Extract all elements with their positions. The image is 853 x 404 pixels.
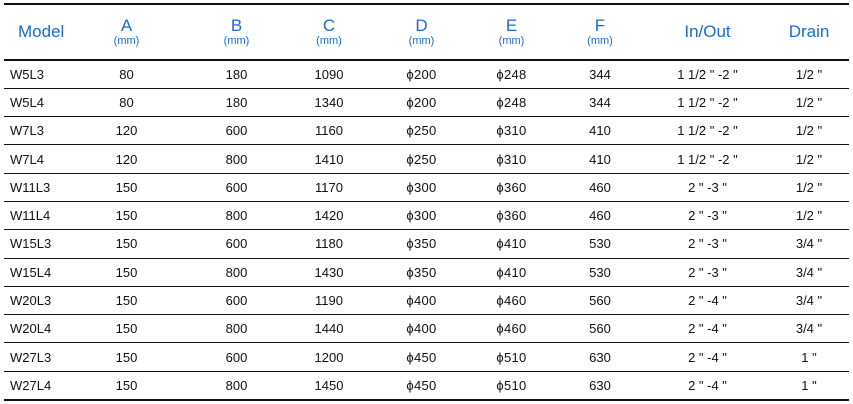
header-drain: Drain [788, 22, 830, 41]
cell-f: 630 [589, 377, 611, 393]
cell-inout: 2 " -3 " [688, 264, 727, 280]
cell-f: 530 [589, 264, 611, 280]
cell-drain: 1/2 " [795, 151, 823, 167]
cell-d: ϕ250 [406, 151, 437, 167]
cell-a: 120 [115, 123, 138, 139]
cell-inout: 1 1/2 " -2 " [677, 123, 738, 139]
table-row [4, 315, 849, 343]
cell-model: W20L4 [10, 321, 52, 337]
cell-e: ϕ460 [496, 321, 527, 337]
cell-model: W7L3 [10, 123, 44, 139]
cell-model: W5L4 [10, 94, 44, 110]
cell-d: ϕ200 [406, 94, 437, 110]
table-row [4, 201, 849, 229]
cell-d: ϕ350 [406, 236, 437, 252]
cell-c: 1430 [314, 264, 344, 280]
cell-d: ϕ300 [406, 179, 437, 195]
cell-a: 80 [119, 94, 134, 110]
cell-inout: 2 " -4 " [688, 377, 727, 393]
cell-a: 150 [115, 236, 138, 252]
cell-drain: 3/4 " [795, 293, 823, 309]
cell-f: 344 [589, 94, 611, 110]
header-model: Model [18, 22, 65, 41]
cell-model: W27L4 [10, 377, 52, 393]
cell-b: 180 [225, 66, 248, 82]
cell-b: 600 [225, 236, 248, 252]
cell-inout: 2 " -4 " [688, 293, 727, 309]
cell-b: 600 [225, 179, 248, 195]
cell-b: 600 [225, 123, 248, 139]
cell-b: 800 [225, 264, 248, 280]
header-a-unit: (mm) [113, 34, 140, 47]
cell-drain: 1/2 " [795, 94, 823, 110]
cell-c: 1180 [315, 236, 343, 252]
table-row [4, 286, 849, 314]
cell-c: 1440 [314, 321, 344, 337]
header-e [469, 4, 554, 60]
cell-a: 150 [115, 293, 138, 309]
cell-drain: 1/2 " [795, 208, 823, 224]
cell-e: ϕ310 [496, 123, 527, 139]
cell-a: 150 [115, 264, 138, 280]
cell-model: W20L3 [10, 293, 52, 309]
cell-inout: 1 1/2 " -2 " [677, 94, 738, 110]
cell-e: ϕ510 [496, 377, 527, 393]
cell-inout: 1 1/2 " -2 " [677, 66, 738, 82]
cell-c: 1160 [315, 123, 343, 139]
cell-model: W15L3 [10, 236, 52, 252]
cell-drain: 1 " [801, 349, 817, 365]
cell-drain: 1 " [801, 377, 817, 393]
cell-c: 1410 [314, 151, 344, 167]
cell-d: ϕ450 [406, 377, 437, 393]
cell-e: ϕ310 [496, 151, 527, 167]
cell-inout: 1 1/2 " -2 " [677, 151, 738, 167]
cell-f: 630 [589, 349, 611, 365]
cell-c: 1340 [314, 94, 344, 110]
cell-inout: 2 " -4 " [688, 321, 727, 337]
header-c [284, 4, 374, 60]
cell-f: 560 [589, 293, 611, 309]
cell-d: ϕ450 [406, 349, 437, 365]
header-f [554, 4, 646, 60]
cell-e: ϕ248 [496, 94, 527, 110]
cell-d: ϕ300 [406, 208, 437, 224]
table-row [4, 88, 849, 116]
cell-d: ϕ400 [406, 321, 437, 337]
cell-e: ϕ360 [496, 208, 527, 224]
cell-e: ϕ360 [496, 179, 527, 195]
header-row [4, 4, 849, 60]
header-d-label: D [415, 15, 428, 35]
header-d [374, 4, 469, 60]
cell-f: 344 [589, 66, 611, 82]
header-b [189, 4, 284, 60]
header-e-label: E [505, 15, 518, 35]
cell-model: W5L3 [10, 66, 44, 82]
table-row [4, 258, 849, 286]
cell-drain: 3/4 " [795, 236, 823, 252]
cell-inout: 2 " -3 " [688, 236, 727, 252]
cell-b: 600 [225, 293, 248, 309]
cell-drain: 3/4 " [795, 321, 823, 337]
table-row [4, 145, 849, 173]
cell-c: 1090 [314, 66, 344, 82]
cell-drain: 1/2 " [795, 66, 823, 82]
cell-f: 530 [589, 236, 611, 252]
header-e-unit: (mm) [498, 34, 525, 47]
cell-model: W27L3 [10, 349, 52, 365]
cell-b: 180 [225, 94, 248, 110]
cell-b: 800 [225, 151, 248, 167]
cell-b: 800 [225, 208, 248, 224]
header-b-unit: (mm) [223, 34, 250, 47]
cell-f: 460 [589, 179, 611, 195]
header-f-label: F [594, 15, 606, 35]
cell-e: ϕ248 [496, 66, 527, 82]
cell-b: 600 [225, 349, 248, 365]
table-row [4, 371, 849, 399]
cell-e: ϕ460 [496, 293, 527, 309]
cell-a: 150 [115, 377, 138, 393]
cell-d: ϕ400 [406, 293, 437, 309]
table-row [4, 173, 849, 201]
cell-e: ϕ510 [496, 349, 527, 365]
cell-c: 1450 [314, 377, 344, 393]
header-b-label: B [230, 15, 243, 35]
cell-b: 800 [225, 377, 248, 393]
header-c-unit: (mm) [316, 34, 342, 47]
cell-d: ϕ250 [406, 123, 437, 139]
cell-c: 1170 [315, 179, 343, 195]
cell-c: 1190 [315, 293, 343, 309]
header-a-label: A [120, 15, 133, 35]
cell-d: ϕ350 [406, 264, 437, 280]
header-d-unit: (mm) [408, 34, 435, 47]
header-f-unit: (mm) [587, 34, 613, 47]
table-body [4, 60, 849, 400]
cell-c: 1420 [314, 208, 344, 224]
cell-f: 460 [589, 208, 611, 224]
cell-e: ϕ410 [496, 236, 527, 252]
cell-f: 410 [589, 151, 611, 167]
cell-b: 800 [225, 321, 248, 337]
table-row [4, 230, 849, 258]
cell-c: 1200 [314, 349, 344, 365]
cell-f: 560 [589, 321, 611, 337]
cell-a: 150 [115, 179, 138, 195]
table-row [4, 117, 849, 145]
cell-inout: 2 " -3 " [688, 208, 727, 224]
cell-model: W15L4 [10, 264, 52, 280]
header-a [64, 4, 189, 60]
cell-f: 410 [589, 123, 611, 139]
table-row [4, 343, 849, 371]
header-inout: In/Out [684, 22, 731, 41]
cell-d: ϕ200 [406, 66, 437, 82]
cell-a: 150 [115, 349, 138, 365]
cell-drain: 1/2 " [795, 123, 823, 139]
cell-e: ϕ410 [496, 264, 527, 280]
cell-inout: 2 " -4 " [688, 349, 727, 365]
cell-inout: 2 " -3 " [688, 179, 727, 195]
cell-model: W11L3 [10, 179, 51, 195]
cell-drain: 1/2 " [795, 179, 823, 195]
cell-drain: 3/4 " [795, 264, 823, 280]
table-header [4, 4, 849, 60]
cell-model: W7L4 [10, 151, 44, 167]
cell-model: W11L4 [10, 208, 51, 224]
header-c-label: C [322, 15, 336, 35]
cell-a: 150 [115, 321, 138, 337]
cell-a: 80 [119, 66, 134, 82]
table-row [4, 60, 849, 88]
spec-table [4, 3, 849, 401]
cell-a: 150 [115, 208, 138, 224]
cell-a: 120 [115, 151, 138, 167]
